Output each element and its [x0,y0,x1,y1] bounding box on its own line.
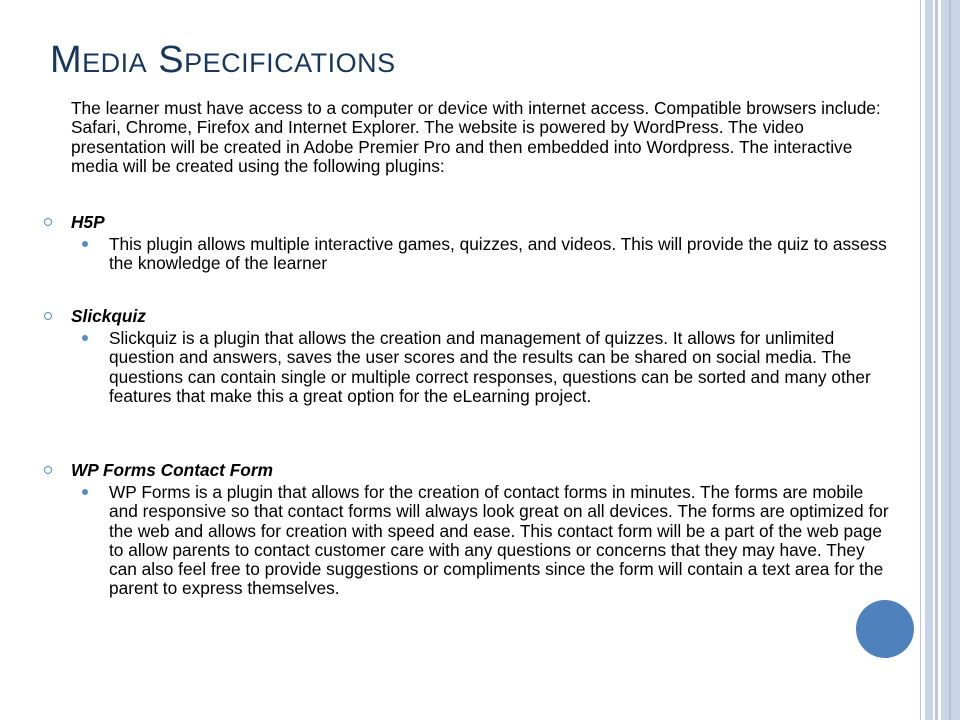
section-heading [44,211,894,233]
ring-bullet-icon [44,218,52,226]
decorative-side-stripes [920,0,960,720]
section-heading-text: Slickquiz [71,306,146,326]
dot-bullet-icon [82,241,88,247]
decorative-circle [856,600,914,658]
section-body [44,329,894,406]
ring-bullet-icon [44,312,52,320]
section-body-text: Slickquiz is a plugin that allows the creation and management of quizzes. It allows for unlimited question and answers, saves the user scores and the results can be shared on social media. The questions can contain single or multiple correct responses, questions can be sorted and many other features that make this a great option for the eLearning project. [109,328,871,406]
dot-bullet-icon [82,335,88,341]
section-body-text: WP Forms is a plugin that allows for the creation of contact forms in minutes. The forms are mobile and responsive so that contact forms will always look great on all devices. The forms are optimized for the web and allows for creation with speed and ease. This contact form will be a part of the web page to allow parents to contact customer care with any questions or concerns that they may have. They can also feel free to provide suggestions or compliments since the form will contain a text area for the parent to express themselves. [109,482,889,599]
section-body [44,483,894,599]
ring-bullet-icon [44,466,52,474]
intro-paragraph: The learner must have access to a computer or device with internet access. Compatible browsers include: Safari, Chrome, Firefox and Internet Explorer. The website is powered by WordPress. The video presentation will be created in Adobe Premier Pro and then embedded into Wordpress. The interactive media will be created using the following plugins: [71,98,881,176]
section-body [44,235,894,274]
section-heading [44,305,894,327]
section-wp-forms [44,459,894,599]
dot-bullet-icon [82,489,88,495]
section-heading-text: H5P [71,212,105,232]
section-h5p [44,211,894,274]
section-heading-text: WP Forms Contact Form [71,460,273,480]
section-slickquiz [44,305,894,406]
section-body-text: This plugin allows multiple interactive games, quizzes, and videos. This will provide the quiz to assess the knowledge of the learner [109,234,887,274]
section-heading [44,459,894,481]
slide-title: Media Specifications [50,39,396,81]
